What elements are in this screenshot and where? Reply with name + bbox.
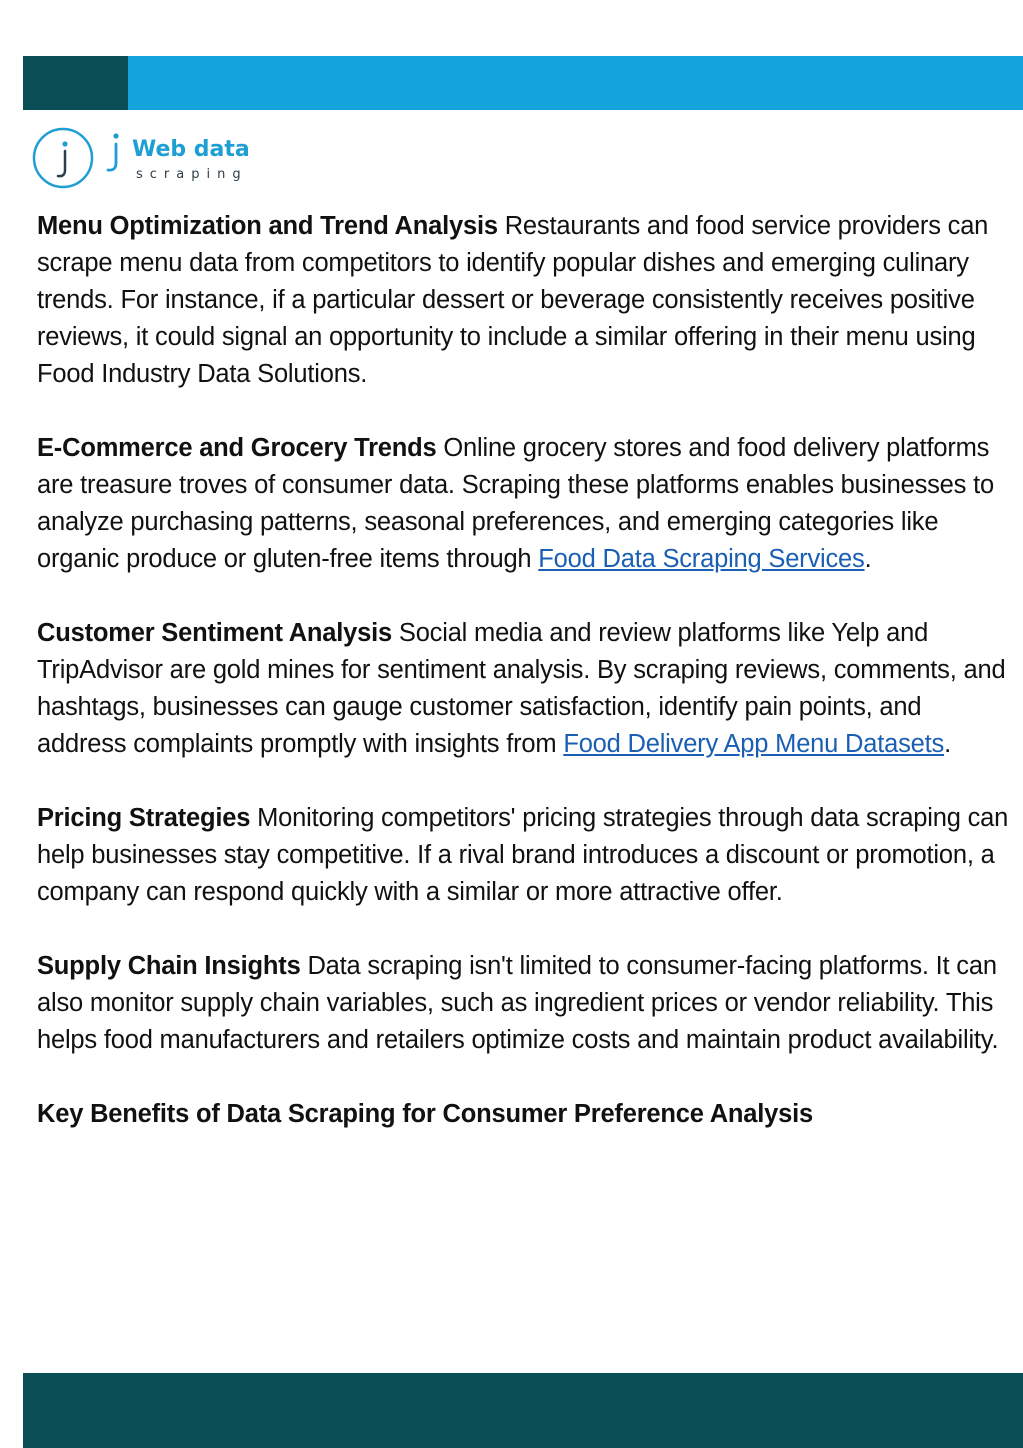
section-heading: Menu Optimization and Trend Analysis (37, 212, 498, 240)
section-menu-optimization (37, 208, 1017, 393)
article-body (37, 208, 1017, 1133)
food-delivery-datasets-link[interactable]: Food Delivery App Menu Datasets (563, 730, 945, 758)
section-heading: Supply Chain Insights (37, 952, 301, 980)
logo-j-icon (102, 130, 128, 176)
section-heading: Pricing Strategies (37, 804, 251, 832)
section-customer-sentiment (37, 615, 1017, 763)
closing-heading: Key Benefits of Data Scraping for Consumer Preference Analysis (37, 1100, 813, 1128)
logo-wordmark: Web data (132, 137, 250, 162)
section-supply-chain (37, 948, 1017, 1059)
section-text: Social media and review platforms like Yelp and TripAdvisor are gold mines for sentiment analysis. By scraping reviews, comments, and hashtags, businesses can gauge customer satisfaction, identify pain points, and address complaints promptly with insights from (37, 619, 1006, 758)
section-pricing-strategies (37, 800, 1017, 911)
section-text: Restaurants and food service providers can scrape menu data from competitors to identify popular dishes and emerging culinary trends. For instance, if a particular dessert or beverage consistently receives positive reviews, it could signal an opportunity to include a similar offering in their menu using Food Industry Data Solutions. (37, 212, 989, 388)
section-text: Data scraping isn't limited to consumer-facing platforms. It can also monitor supply chain variables, such as ingredient prices or vendor reliability. This helps food manufacturers and retailers optimize costs and maintain product availability. (37, 952, 999, 1054)
section-heading: E-Commerce and Grocery Trends (37, 434, 437, 462)
section-text-end: . (864, 545, 872, 573)
food-data-scraping-link[interactable]: Food Data Scraping Services (538, 545, 865, 573)
section-heading: Customer Sentiment Analysis (37, 619, 392, 647)
section-text: Monitoring competitors' pricing strategies through data scraping can help businesses stay competitive. If a rival brand introduces a discount or promotion, a company can respond quickly with a similar or more attractive offer. (37, 804, 1009, 906)
logo-subtitle: scraping (136, 167, 248, 182)
logo-mark-icon (32, 124, 98, 190)
header-bar (23, 56, 1023, 110)
footer-bar (23, 1373, 1023, 1448)
section-ecommerce-grocery (37, 430, 1017, 578)
section-text: Online grocery stores and food delivery platforms are treasure troves of consumer data. Scraping these platforms enables businesses to analyze purchasing patterns, seasonal preferences, and emerging categories like organic produce or gluten-free items through (37, 434, 994, 573)
section-text-end: . (944, 730, 951, 758)
logo (32, 124, 272, 194)
header-bar-accent (23, 56, 128, 110)
